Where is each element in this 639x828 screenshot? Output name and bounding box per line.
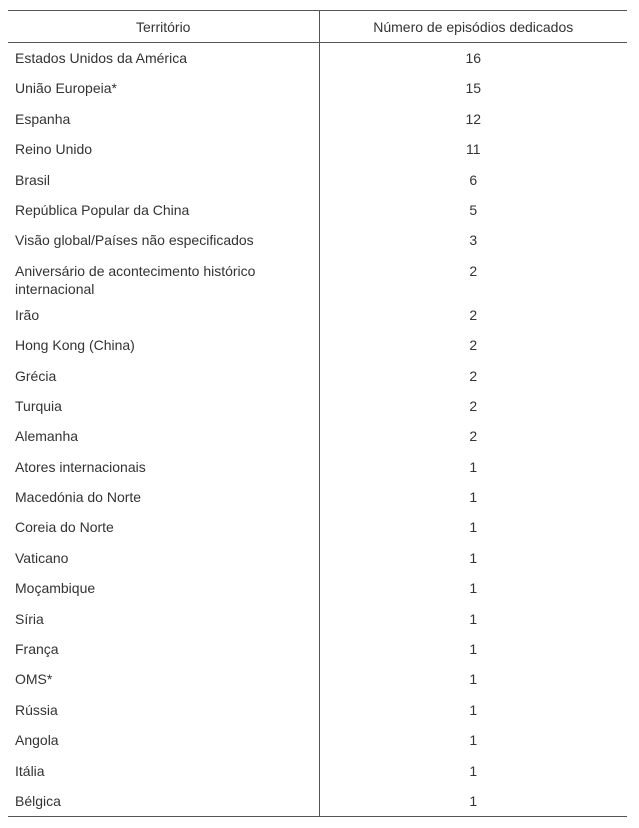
- territory-name: Irão: [15, 306, 40, 323]
- episodes-cell: [319, 452, 627, 482]
- territory-cell: [8, 330, 319, 360]
- territory-cell: [8, 573, 319, 603]
- territory-name: Grécia: [15, 367, 57, 384]
- episodes-count: 2: [469, 367, 478, 384]
- territory-cell: [8, 725, 319, 755]
- territory-name: Moçambique: [15, 580, 96, 597]
- episodes-cell: [319, 634, 627, 664]
- territory-name: Estados Unidos da América: [15, 50, 187, 66]
- territory-cell: [8, 634, 319, 664]
- table-row: [8, 756, 627, 786]
- table-row: [8, 195, 627, 225]
- episodes-count: 12: [465, 110, 482, 127]
- table-row: [8, 543, 627, 573]
- episodes-cell: [319, 695, 627, 725]
- table-row: [8, 225, 627, 255]
- episodes-count: 2: [469, 262, 478, 279]
- episodes-count: 1: [469, 519, 478, 536]
- table-row: [8, 134, 627, 164]
- episodes-count: 1: [469, 489, 478, 506]
- territory-name: Macedónia do Norte: [15, 489, 142, 506]
- territory-cell: [8, 695, 319, 725]
- episodes-cell: [319, 361, 627, 391]
- header-episodes: Número de episódios dedicados: [319, 11, 627, 43]
- table-row: [8, 664, 627, 694]
- table-row: [8, 786, 627, 817]
- territory-name: União Europeia*: [15, 80, 117, 97]
- territory-cell: [8, 43, 319, 74]
- episodes-cell: [319, 43, 627, 74]
- episodes-cell: [319, 421, 627, 451]
- territory-cell: [8, 786, 319, 817]
- episodes-cell: [319, 664, 627, 694]
- episodes-cell: [319, 786, 627, 817]
- table-row: [8, 573, 627, 603]
- territory-cell: [8, 421, 319, 451]
- territory-cell: [8, 225, 319, 255]
- territory-name: Angola: [15, 732, 59, 749]
- episodes-cell: [319, 104, 627, 134]
- episodes-table-container: [8, 10, 627, 817]
- table-row: [8, 256, 627, 300]
- table-header: [8, 11, 627, 43]
- territory-name: Hong Kong (China): [15, 337, 135, 354]
- territory-name: Rússia: [15, 701, 58, 718]
- episodes-count: 2: [469, 337, 478, 354]
- table-row: [8, 452, 627, 482]
- territory-cell: [8, 256, 319, 300]
- table-row: [8, 512, 627, 542]
- episodes-count: 2: [469, 428, 478, 445]
- territory-name: Itália: [15, 762, 45, 779]
- episodes-count: 1: [469, 610, 478, 627]
- episodes-cell: [319, 391, 627, 421]
- table-row: [8, 43, 627, 74]
- episodes-count: 1: [469, 458, 478, 475]
- episodes-cell: [319, 73, 627, 103]
- territory-name: República Popular da China: [15, 201, 190, 218]
- table-row: [8, 725, 627, 755]
- episodes-count: 11: [465, 141, 481, 158]
- table-row: [8, 73, 627, 103]
- territory-name: Vaticano: [15, 549, 69, 566]
- episodes-count: 1: [469, 732, 478, 749]
- territory-cell: [8, 104, 319, 134]
- table-row: [8, 482, 627, 512]
- episodes-count: 5: [469, 201, 478, 218]
- episodes-cell: [319, 134, 627, 164]
- territory-cell: [8, 300, 319, 330]
- territory-cell: [8, 543, 319, 573]
- episodes-cell: [319, 225, 627, 255]
- table-row: [8, 421, 627, 451]
- territory-name: Coreia do Norte: [15, 519, 114, 536]
- header-territory: Território: [8, 11, 319, 43]
- episodes-count: 1: [469, 671, 478, 688]
- episodes-count: 1: [469, 641, 478, 658]
- table-row: [8, 604, 627, 634]
- episodes-count: 6: [469, 171, 478, 188]
- episodes-count: 2: [469, 306, 478, 323]
- territory-cell: [8, 134, 319, 164]
- territory-name: Alemanha: [15, 428, 79, 445]
- episodes-cell: [319, 573, 627, 603]
- episodes-cell: [319, 195, 627, 225]
- episodes-cell: [319, 756, 627, 786]
- episodes-count: 1: [469, 792, 478, 809]
- territory-cell: [8, 512, 319, 542]
- table-row: [8, 330, 627, 360]
- territory-cell: [8, 756, 319, 786]
- territory-cell: [8, 664, 319, 694]
- table-row: [8, 634, 627, 664]
- episodes-cell: [319, 256, 627, 300]
- territory-cell: [8, 391, 319, 421]
- episodes-cell: [319, 512, 627, 542]
- episodes-cell: [319, 543, 627, 573]
- territory-name: Espanha: [15, 110, 71, 127]
- table-row: [8, 361, 627, 391]
- episodes-cell: [319, 165, 627, 195]
- territory-name: Reino Unido: [15, 141, 93, 158]
- episodes-count: 3: [469, 232, 478, 249]
- table-body: [8, 43, 627, 817]
- territory-cell: [8, 165, 319, 195]
- episodes-cell: [319, 725, 627, 755]
- territory-name: França: [15, 641, 59, 658]
- territory-name: Aniversário de acontecimento histórico internacional: [15, 262, 256, 297]
- territory-cell: [8, 361, 319, 391]
- table-row: [8, 104, 627, 134]
- episodes-count: 1: [469, 580, 478, 597]
- territory-name: OMS*: [15, 671, 53, 688]
- episodes-by-territory-table: [8, 10, 627, 817]
- territory-cell: [8, 482, 319, 512]
- territory-name: Brasil: [15, 171, 51, 188]
- episodes-count: 16: [465, 50, 482, 66]
- episodes-cell: [319, 300, 627, 330]
- territory-cell: [8, 195, 319, 225]
- episodes-count: 2: [469, 397, 478, 414]
- header-row: [8, 11, 627, 43]
- territory-name: Síria: [15, 610, 44, 627]
- episodes-count: 15: [465, 80, 482, 97]
- episodes-count: 1: [469, 762, 478, 779]
- territory-cell: [8, 604, 319, 634]
- territory-cell: [8, 73, 319, 103]
- episodes-count: 1: [469, 549, 478, 566]
- table-row: [8, 300, 627, 330]
- episodes-count: 1: [469, 701, 478, 718]
- episodes-cell: [319, 604, 627, 634]
- table-row: [8, 165, 627, 195]
- table-row: [8, 391, 627, 421]
- territory-name: Turquia: [15, 397, 62, 414]
- episodes-cell: [319, 482, 627, 512]
- territory-cell: [8, 452, 319, 482]
- territory-name: Bélgica: [15, 792, 61, 809]
- table-row: [8, 695, 627, 725]
- territory-name: Atores internacionais: [15, 458, 146, 475]
- territory-name: Visão global/Países não especificados: [15, 232, 254, 249]
- episodes-cell: [319, 330, 627, 360]
